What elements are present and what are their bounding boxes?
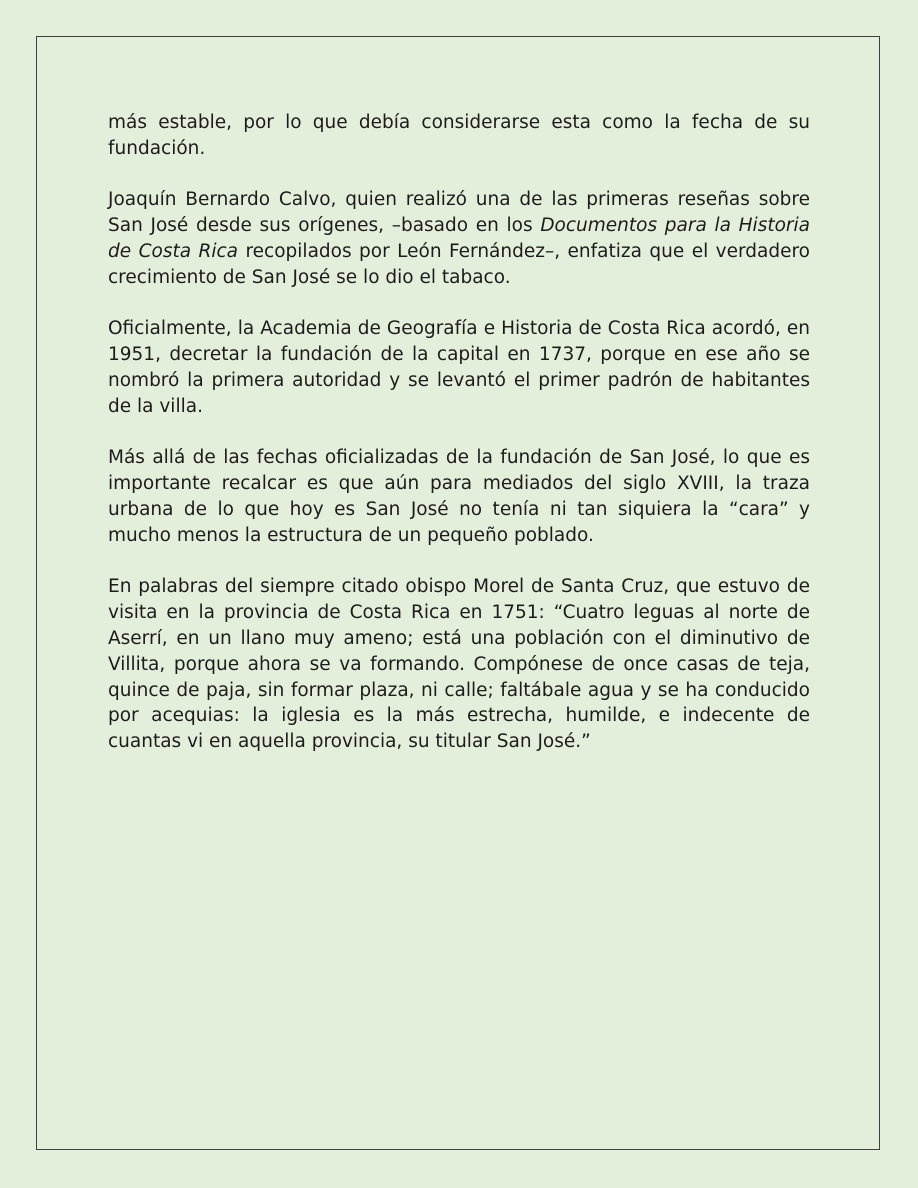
paragraph-2-text-end: recopilados por León Fernández–, enfatiza que el verdadero crecimiento de San José se lo dio el tabaco. [108, 240, 811, 288]
document-body [108, 110, 810, 781]
paragraph-3: Oficialmente, la Academia de Geografía e Historia de Costa Rica acordó, en 1951, decretar la fundación de la capital en 1737, porque en ese año se nombró la primera autoridad y se levantó el primer padrón de habitantes de la villa. [108, 318, 810, 417]
paragraph-4: Más allá de las fechas oficializadas de la fundación de San José, lo que es importante recalcar es que aún para mediados del siglo XVIII, la traza urbana de lo que hoy es San José no tenía ni tan siquiera la “cara” y mucho menos la estructura de un pequeño poblado. [108, 447, 810, 546]
paragraph-2-italic-title: Documentos para la Historia de Costa Rica [108, 215, 810, 262]
paragraph-5: En palabras del siempre citado obispo Morel de Santa Cruz, que estuvo de visita en la provincia de Costa Rica en 1751: “Cuatro leguas al norte de Aserrí, en un llano muy ameno; está una población con el diminutivo de Villita, porque ahora se va formando. Compónese de once casas de teja, quince de paja, sin formar plaza, ni calle; faltábale agua y se ha conducido por acequias: la iglesia es la más estrecha, humilde, e indecente de cuantas vi en aquella provincia, su titular San José.” [108, 576, 810, 753]
paragraph-2-text-start: Joaquín Bernardo Calvo, quien realizó una de las primeras reseñas sobre San José desde sus orígenes, –basado en los [108, 189, 810, 237]
paragraph-2 [108, 187, 810, 290]
paragraph-1: más estable, por lo que debía considerarse esta como la fecha de su fundación. [108, 112, 810, 159]
